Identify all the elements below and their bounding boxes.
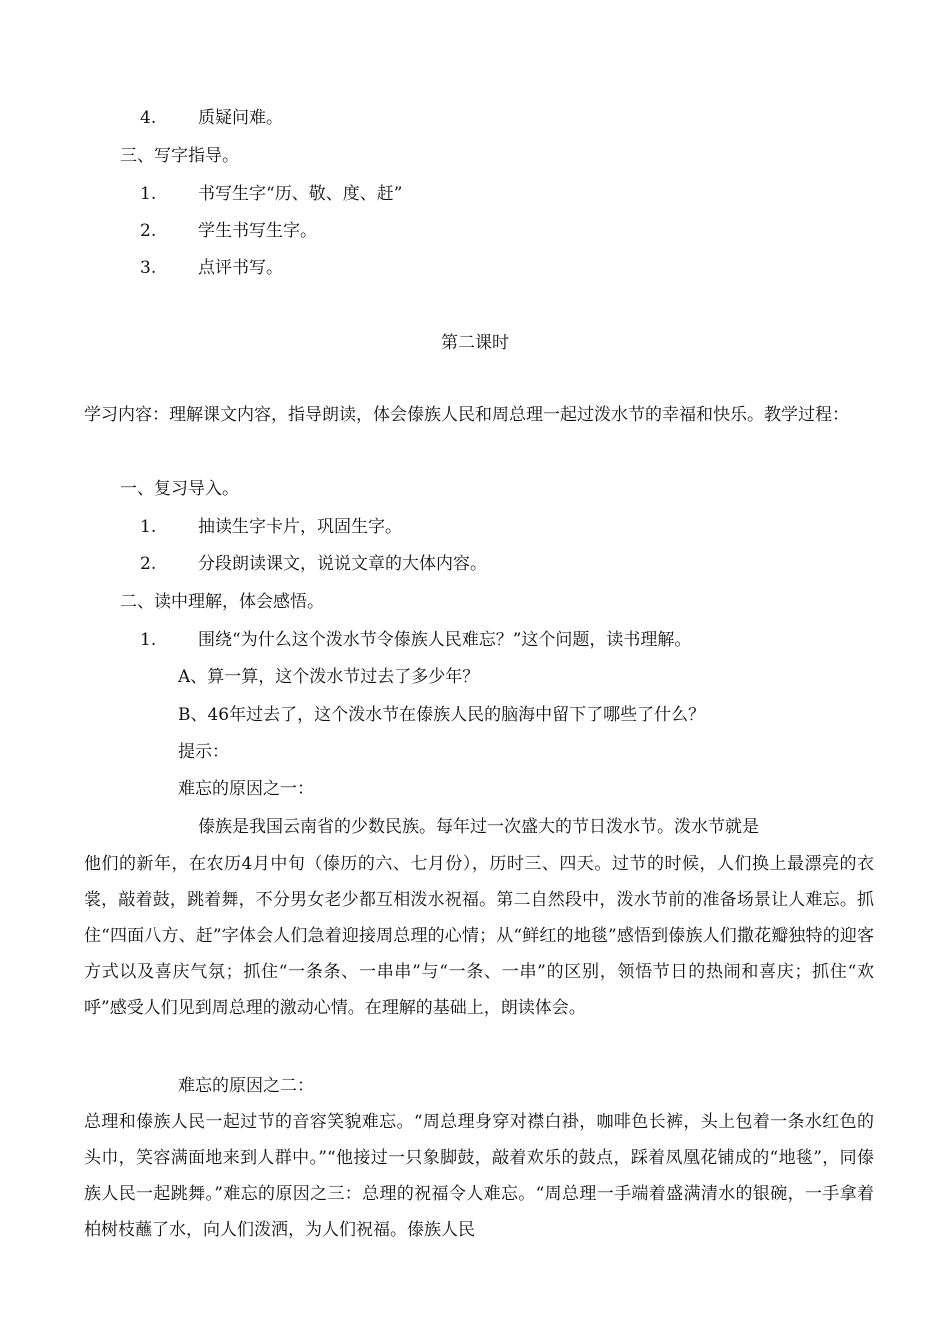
reason-paragraph: 总理和傣族人民一起过节的音容笑貌难忘。“周总理身穿对襟白褂，咖啡色长裤，头上包着一条水红色的头巾，笑容满面地来到人群中。”“他接过一只象脚鼓，敲着欢乐的鼓点，踩着凤凰花铺成的“地毯”，同傣族人民一起跳舞。”难忘的原因之三：总理的祝福令人难忘。“周总理一手端着盛满清水的银碗，一手拿着柏树枝蘸了水，向人们泼洒，为人们祝福。傣族人民	[84, 1112, 874, 1240]
step-number: 1.	[140, 184, 157, 204]
step-text: 书写生字“历、敬、度、赶”	[198, 184, 403, 204]
sub-item: B、46年过去了，这个泼水节在傣族人民的脑海中留下了哪些了什么？	[178, 705, 706, 725]
content-paragraph: 学习内容：理解课文内容，指导朗读，体会傣族人民和周总理一起过泼水节的幸福和快乐。教学过程：	[84, 405, 849, 425]
step-text: 学生书写生字。	[198, 221, 317, 241]
step-text: 抽读生字卡片，巩固生字。	[198, 517, 402, 537]
step-number: 4.	[140, 108, 157, 128]
reason-first-line: 傣族是我国云南省的少数民族。每年过一次盛大的节日泼水节。泼水节就是	[198, 817, 759, 837]
reason-paragraph: 他们的新年，在农历4月中旬（傣历的六、七月份），历时三、四天。过节的时候，人们换上最漂亮的衣裳，敲着鼓，跳着舞，不分男女老少都互相泼水祝福。第二自然段中，泼水节前的准备场景让人难忘。抓住“四面八方、赶”字体会人们急着迎接周总理的心情；从“鲜红的地毯”感悟到傣族人们撒花瓣独特的迎客方式以及喜庆气氛；抓住“一条条、一串串”与“一条、一串”的区别，领悟节日的热闹和喜庆；抓住“欢呼”感受人们见到周总理的激动心情。在理解的基础上，朗读体会。	[84, 854, 874, 1018]
step-text: 点评书写。	[198, 258, 283, 278]
step-text: 分段朗读课文，说说文章的大体内容。	[198, 554, 487, 574]
sub-item: A、算一算，这个泼水节过去了多少年？	[178, 667, 480, 687]
section-heading: 一、复习导入。	[120, 479, 239, 499]
step-number: 1.	[140, 630, 157, 650]
page-title: 第二课时	[441, 333, 509, 353]
step-text: 围绕“为什么这个泼水节令傣族人民难忘？”这个问题，读书理解。	[198, 630, 692, 650]
step-number: 3.	[140, 258, 157, 278]
reason-heading: 难忘的原因之一：	[178, 779, 314, 799]
step-text: 质疑问难。	[198, 108, 283, 128]
step-number: 1.	[140, 517, 157, 537]
section-heading: 二、读中理解，体会感悟。	[120, 592, 324, 612]
section-heading: 三、写字指导。	[120, 146, 239, 166]
hint-label: 提示：	[178, 742, 229, 762]
reason-heading: 难忘的原因之二：	[178, 1076, 314, 1096]
step-number: 2.	[140, 554, 157, 574]
step-number: 2.	[140, 221, 157, 241]
